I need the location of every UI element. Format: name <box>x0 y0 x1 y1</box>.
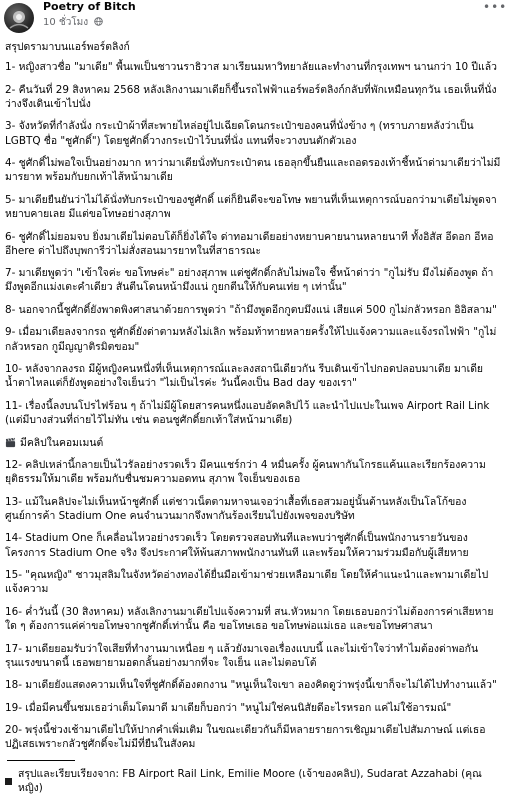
black-square-icon <box>5 778 12 785</box>
page-name[interactable]: Poetry of Bitch <box>43 0 136 13</box>
post-meta <box>43 15 103 30</box>
list-item: 1- หญิงสาวชื่อ "มาเดีย" พื้นเพเป็นชาวนราธิวาส มาเรียนมหาวิทยาลัยและทำงานที่กรุงเทพฯ นานกว่า 10 ปีแล้ว <box>5 61 497 74</box>
list-item: 16- ค่ำวันนี้ (30 สิงหาคม) หลังเลิกงานมาเดียไปแจ้งความที่ สน.หัวหมาก โดยเธอบอกว่าไม่ต้องการค่าเสียหายใด ๆ ต้องการแค่ค่าขอโทษจากชูศักดิ์เท่านั้น คือ ขอโทษเธอ ขอโทษพ่อแม่เธอ และขอโทษศาสนา <box>5 605 494 633</box>
list-item: 19- เมื่อมีคนขึ้นชมเธอว่าเต็มโตมาดี มาเดียก็บอกว่า "หนูไม่ใช่คนนิสัยดีอะไรหรอก แค่ไม่ใช้อารมณ์" <box>5 701 452 714</box>
list-item: 13- แม้ในคลิปจะไม่เห็นหน้าชูศักดิ์ แต่ชาวเน็ตตามหาจนเจอว่าเสื้อที่เธอสวมอยู่นั้นต้านหลังเป็นโลโก้ของศูนย์การค้า Stadium One คนจำนวนมากจึงพากันร้องเรียนไปยังเพจของบริษัท <box>5 495 467 522</box>
section-heading <box>5 436 505 450</box>
list-item: 2- คืนวันที่ 29 สิงหาคม 2568 หลังเลิกงานมาเดียก็ขึ้นรถไฟฟ้าแอร์พอร์ตลิงก์กลับที่พักเหมือนทุกวัน เธอเห็นที่นั่งว่างจึงเดินเข้าไปนั่ง <box>5 83 497 110</box>
list-item: 18- มาเดียยังแสดงความเห็นใจที่ชูศักดิ์ต้องตกงาน "หนูเห็นใจเขา ลองคิดดูว่าพรุ่งนี้เขาก็จะไม่ได้ไปทำงานแล้ว" <box>5 679 497 692</box>
list-item: 11- เรื่องนี้ลงบนโปรไฟร้อน ๆ ถ้าไม่มีผู้โดยสารคนหนึ่งแอบอัดคลิปไว้ และนำไปแปะในเพจ Airport Rail Link (แต่มีบางส่วนที่ถ่ายไว้ไม่ทัน เช่น ตอนชูศักดิ์ยกเท้าใส่หน้ามาเดีย) <box>5 399 490 427</box>
list-item: 12- คลิปเหล่านี้กลายเป็นไวรัลอย่างรวดเร็ว มีคนแชร์กว่า 4 หมื่นครั้ง ผู้คนพากันโกรธแค้นและเรียกร้องความยุติธรรมให้มาเดีย พร้อมกับชื่นชมความอดทน สุภาพ ใจเย็นของเธอ <box>5 459 486 486</box>
section-title: มีคลิปในคอมเมนต์ <box>20 436 104 449</box>
list-item: 6- ชูศักดิ์ไม่ยอมจบ ยิ่งมาเดียไม่ตอบโต้ก็ยิ่งได้ใจ ด่าทอมาเดียอย่างหยาบคายนานหลายนาที ทั้งอิสัส อีดอก อีหอ อีhere ด่าไปถึงบุพการีว่าไม่สั่งสอนมารยาทในที่สาธารณะ <box>5 230 494 257</box>
list-item: 7- มาเดียพูดว่า "เข้าใจค่ะ ขอโทษค่ะ" อย่างสุภาพ แต่ชูศักดิ์กลับไม่พอใจ ชี้หน้าด่าว่า "กูไม่รับ มึงไม่ต้องพูด ถ้ามึงพูดอีกแม่งเตะคำเดียว สันตีนโดนหน้ามึงแน่ กูยกตีนให้กับคนเท่ย ๆ เท่านั้น" <box>5 267 494 294</box>
globe-icon <box>94 17 103 26</box>
avatar-flower-icon <box>4 3 34 33</box>
list-item: 15- "คุณหญิง" ชาวมุสลิมในจังหวัดอ่างทองได้ยื่นมือเข้ามาช่วยเหลือมาเดีย โดยให้คำแนะนำและพามาเดียไปแจ้งความ <box>5 569 489 596</box>
more-options-icon[interactable]: ••• <box>483 0 508 14</box>
post-heading: สรุปดรามาบนแอร์พอร์ตลิงก์ <box>5 41 130 53</box>
list-item: 5- มาเดียยืนยันว่าไม่ได้นั่งทับกระเป๋าของชูศักดิ์ แต่ก็ยินดีจะขอโทษ พยานที่เห็นเหตุการณ์บอกว่ามาเดียไม่พูดจาหยาบคายเลย มีแต่ขอโทษอย่างสุภาพ <box>5 193 497 221</box>
post-header <box>0 0 511 36</box>
list-item: 9- เมื่อมาเดียลงจากรถ ชูศักดิ์ยังด่าตามหลังไม่เลิก พร้อมท้าทายหลายครั้งให้ไปแจ้งความและแจ้งรถไฟฟ้า "กูไม่กลัวหรอก กูมีญญาติรมิตขอม" <box>5 326 497 353</box>
clapper-board-icon <box>5 437 16 448</box>
list-item: 14- Stadium One ก็เคลื่อนไหวอย่างรวดเร็ว โดยตรวจสอบทันทีและพบว่าชูศักดิ์เป็นพนักงานรายวันของโครงการ Stadium One จริง จึงประกาศให้พ้นสภาพพนักงานทันที และพร้อมให้ความร่วมมือกับผู้เสียหาย <box>5 532 469 559</box>
page-avatar[interactable] <box>4 3 34 33</box>
list-item: 3- จังหวัดที่กำลังนั่ง กระเป๋าผ้าที่สะพายไหล่อยู่ไปเฉียดโดนกระเป๋าของคนที่นั่งข้าง ๆ (ทราบภายหลังว่าเป็น LGBTQ ชื่อ "ชูศักดิ์") โดยชูศักดิ์วางกระเป๋าไว้บนที่นั่ง แทนที่จะวางบนตักตัวเอง <box>5 120 474 147</box>
list-item: 4- ชูศักดิ์ไม่พอใจเป็นอย่างมาก หาว่ามาเดียนั่งทับกระเป๋าตน เธอลุกขึ้นยืนและถอดรองเท้าชี้หน้าด่ามาเดียว่าไม่มีมารยาท พร้อมกับยกเท้าไส้หน้ามาเดีย <box>5 157 501 184</box>
post-content <box>5 40 505 804</box>
source-line <box>5 767 505 795</box>
list-item: 17- มาเดียยอมรับว่าใจเสียที่ทำงานมาเหนื่อย ๆ แล้วยังมาเจอเรื่องแบบนี้ และไม่เข้าใจว่าทำไมต้องด่าพอกันรุนแรงขนาดนี้ เธอพยายามอดกลั้นอย่างมากที่จะ ใจเย็น และไม่ตอบโต้ <box>5 642 479 669</box>
post-time[interactable]: 10 ชั่วโมง <box>43 17 89 28</box>
list-item: 20- พรุ่งนี้ช่วงเช้ามาเดียไปให้ปากคำเพิ่มเติม ในขณะเดียวกันก็มีหลายรายการเชิญมาเดียไปสัมภาษณ์ แต่เธอปฏิเสธเพราะกลัวชูศักดิ์จะไม่มีที่ยืนในสังคม <box>5 724 486 751</box>
list-item: 8- นอกจากนี้ชูศักดิ์ยังพาดพิงศาสนาด้วยการพูดว่า "ถ้ามึงพูดอีกกูตบมึงแน่ เสียแค่ 500 กูไม่กลัวหรอก อิอิสลาม" <box>5 303 497 316</box>
list-item: 10- หลังจากลงรถ มีผู้หญิงคนหนึ่งที่เห็นเหตุการณ์และลงสถานีเดียวกัน รีบเดินเข้าไปกอดปลอบมาเดีย มาเดียน้ำตาไหลแต่ก็ยังพูดอย่างใจเย็นว่า "ไม่เป็นไรค่ะ วันนี้คงเป็น Bad day ของเรา" <box>5 363 484 390</box>
divider <box>7 760 75 761</box>
source-text: สรุปและเรียบเรียงจาก: FB Airport Rail Link, Emilie Moore (เจ้าของคลิป), Sudarat Azzahabi (คุณหญิง) <box>17 767 482 795</box>
